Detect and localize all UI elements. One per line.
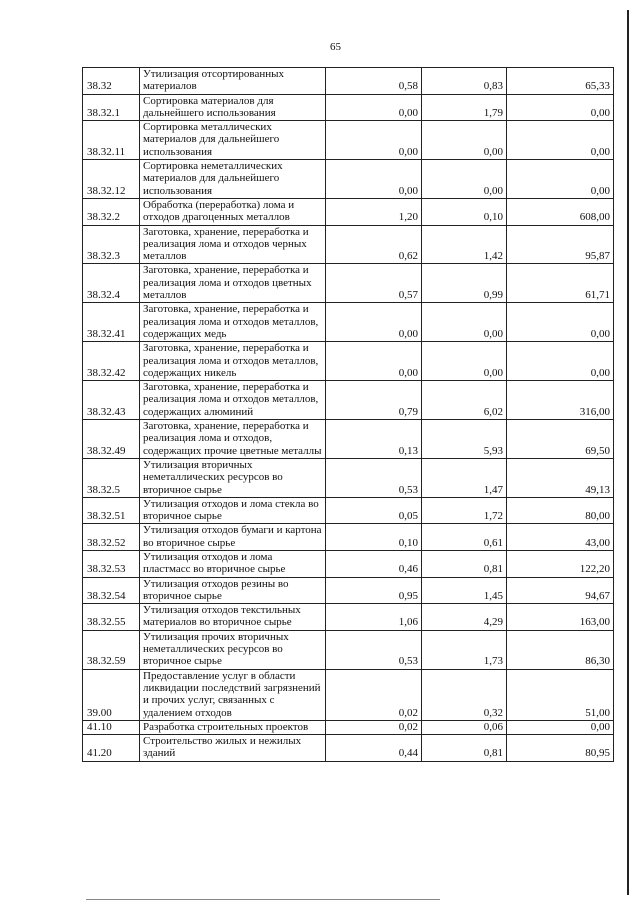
row-code: 38.32.3: [83, 225, 140, 264]
page-edge-line: [627, 10, 629, 895]
row-value-2: 0,00: [422, 121, 507, 160]
row-value-1: 0,95: [326, 577, 422, 604]
row-code: 38.32.43: [83, 381, 140, 420]
row-value-1: 0,02: [326, 669, 422, 720]
table-row: [83, 303, 614, 342]
row-value-3: 65,33: [507, 68, 614, 95]
row-value-3: 122,20: [507, 550, 614, 577]
page-bottom-line: [86, 899, 440, 900]
row-value-2: 0,06: [422, 720, 507, 734]
row-value-1: 0,46: [326, 550, 422, 577]
row-code: 39.00: [83, 669, 140, 720]
row-value-1: 0,00: [326, 160, 422, 199]
row-value-2: 0,32: [422, 669, 507, 720]
row-value-2: 0,10: [422, 198, 507, 225]
table-row: [83, 68, 614, 95]
row-value-2: 0,81: [422, 735, 507, 762]
table-row: [83, 381, 614, 420]
row-value-1: 1,06: [326, 604, 422, 631]
row-code: 38.32.4: [83, 264, 140, 303]
coefficients-table: [82, 67, 614, 762]
row-activity-name: Утилизация отходов текстильных материалов во вторичное сырье: [140, 604, 326, 631]
row-activity-name: Заготовка, хранение, переработка и реализация лома и отходов цветных металлов: [140, 264, 326, 303]
row-value-3: 80,00: [507, 497, 614, 524]
row-code: 38.32.51: [83, 497, 140, 524]
row-value-3: 316,00: [507, 381, 614, 420]
table-row: [83, 669, 614, 720]
table-row: [83, 420, 614, 459]
table-row: [83, 458, 614, 497]
row-code: 38.32.12: [83, 160, 140, 199]
row-value-2: 1,79: [422, 94, 507, 121]
row-activity-name: Утилизация прочих вторичных неметаллических ресурсов во вторичное сырье: [140, 630, 326, 669]
row-value-2: 1,42: [422, 225, 507, 264]
row-value-1: 0,00: [326, 94, 422, 121]
table-row: [83, 577, 614, 604]
row-code: 41.10: [83, 720, 140, 734]
row-value-2: 0,99: [422, 264, 507, 303]
table-row: [83, 735, 614, 762]
row-value-2: 1,45: [422, 577, 507, 604]
row-value-2: 0,83: [422, 68, 507, 95]
row-activity-name: Сортировка неметаллических материалов для дальнейшего использования: [140, 160, 326, 199]
table-row: [83, 550, 614, 577]
row-activity-name: Утилизация отходов и лома стекла во вторичное сырье: [140, 497, 326, 524]
row-value-3: 61,71: [507, 264, 614, 303]
row-value-1: 0,53: [326, 458, 422, 497]
row-code: 38.32.42: [83, 342, 140, 381]
row-value-2: 0,00: [422, 303, 507, 342]
row-value-3: 94,67: [507, 577, 614, 604]
row-value-2: 6,02: [422, 381, 507, 420]
row-value-3: 163,00: [507, 604, 614, 631]
table-body: [83, 68, 614, 762]
row-activity-name: Утилизация отходов бумаги и картона во вторичное сырье: [140, 524, 326, 551]
row-activity-name: Утилизация отсортированных материалов: [140, 68, 326, 95]
row-activity-name: Заготовка, хранение, переработка и реализация лома и отходов черных металлов: [140, 225, 326, 264]
row-value-2: 0,61: [422, 524, 507, 551]
table-row: [83, 604, 614, 631]
table-row: [83, 121, 614, 160]
row-value-1: 0,79: [326, 381, 422, 420]
row-value-1: 0,02: [326, 720, 422, 734]
row-value-2: 4,29: [422, 604, 507, 631]
row-value-1: 0,53: [326, 630, 422, 669]
row-code: 38.32.41: [83, 303, 140, 342]
row-code: 38.32.49: [83, 420, 140, 459]
table-row: [83, 497, 614, 524]
row-value-3: 80,95: [507, 735, 614, 762]
row-activity-name: Заготовка, хранение, переработка и реализация лома и отходов металлов, содержащих алюминий: [140, 381, 326, 420]
row-code: 38.32.55: [83, 604, 140, 631]
row-value-3: 51,00: [507, 669, 614, 720]
table-row: [83, 720, 614, 734]
row-value-2: 5,93: [422, 420, 507, 459]
table-row: [83, 198, 614, 225]
row-value-2: 1,47: [422, 458, 507, 497]
row-activity-name: Утилизация отходов резины во вторичное сырье: [140, 577, 326, 604]
row-value-1: 0,13: [326, 420, 422, 459]
row-value-2: 1,72: [422, 497, 507, 524]
table-row: [83, 342, 614, 381]
row-value-3: 86,30: [507, 630, 614, 669]
row-code: 38.32: [83, 68, 140, 95]
row-activity-name: Сортировка металлических материалов для дальнейшего использования: [140, 121, 326, 160]
row-value-1: 0,62: [326, 225, 422, 264]
row-value-1: 0,05: [326, 497, 422, 524]
row-activity-name: Сортировка материалов для дальнейшего использования: [140, 94, 326, 121]
row-activity-name: Заготовка, хранение, переработка и реализация лома и отходов металлов, содержащих медь: [140, 303, 326, 342]
table-row: [83, 225, 614, 264]
row-value-2: 0,00: [422, 342, 507, 381]
row-code: 38.32.2: [83, 198, 140, 225]
row-value-1: 0,58: [326, 68, 422, 95]
row-activity-name: Утилизация отходов и лома пластмасс во вторичное сырье: [140, 550, 326, 577]
row-activity-name: Разработка строительных проектов: [140, 720, 326, 734]
table-row: [83, 630, 614, 669]
row-code: 38.32.52: [83, 524, 140, 551]
table-row: [83, 524, 614, 551]
row-value-3: 0,00: [507, 94, 614, 121]
row-activity-name: Заготовка, хранение, переработка и реализация лома и отходов, содержащих прочие цветные металлы: [140, 420, 326, 459]
row-code: 38.32.59: [83, 630, 140, 669]
row-activity-name: Предоставление услуг в области ликвидации последствий загрязнений и прочих услуг, связанных с удалением отходов: [140, 669, 326, 720]
row-value-3: 0,00: [507, 121, 614, 160]
table-row: [83, 264, 614, 303]
row-activity-name: Утилизация вторичных неметаллических ресурсов во вторичное сырье: [140, 458, 326, 497]
row-value-2: 1,73: [422, 630, 507, 669]
row-value-2: 0,81: [422, 550, 507, 577]
row-code: 38.32.53: [83, 550, 140, 577]
row-code: 38.32.11: [83, 121, 140, 160]
row-value-2: 0,00: [422, 160, 507, 199]
row-value-1: 0,00: [326, 303, 422, 342]
table-row: [83, 94, 614, 121]
row-activity-name: Обработка (переработка) лома и отходов драгоценных металлов: [140, 198, 326, 225]
row-value-1: 0,57: [326, 264, 422, 303]
row-code: 38.32.1: [83, 94, 140, 121]
row-value-3: 0,00: [507, 160, 614, 199]
row-value-1: 0,44: [326, 735, 422, 762]
row-value-3: 69,50: [507, 420, 614, 459]
row-value-3: 0,00: [507, 342, 614, 381]
row-value-3: 0,00: [507, 720, 614, 734]
row-value-3: 95,87: [507, 225, 614, 264]
row-value-3: 43,00: [507, 524, 614, 551]
row-code: 38.32.5: [83, 458, 140, 497]
row-value-1: 0,00: [326, 342, 422, 381]
row-value-1: 1,20: [326, 198, 422, 225]
row-value-1: 0,10: [326, 524, 422, 551]
row-value-3: 608,00: [507, 198, 614, 225]
row-value-3: 49,13: [507, 458, 614, 497]
row-activity-name: Заготовка, хранение, переработка и реализация лома и отходов металлов, содержащих никель: [140, 342, 326, 381]
page-number: 65: [330, 41, 341, 53]
row-value-1: 0,00: [326, 121, 422, 160]
row-code: 38.32.54: [83, 577, 140, 604]
table-row: [83, 160, 614, 199]
row-code: 41.20: [83, 735, 140, 762]
row-value-3: 0,00: [507, 303, 614, 342]
row-activity-name: Строительство жилых и нежилых зданий: [140, 735, 326, 762]
